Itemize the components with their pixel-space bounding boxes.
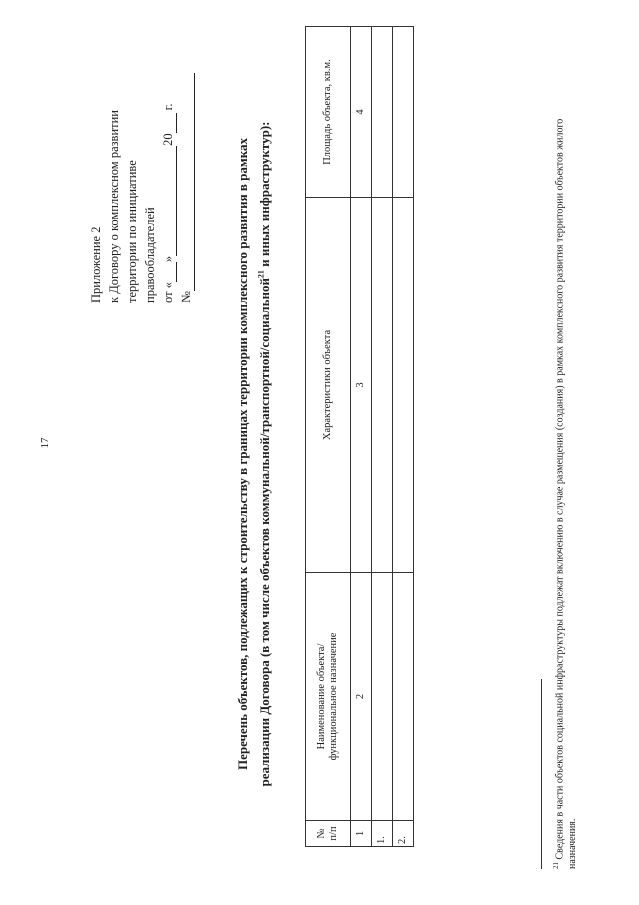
header-characteristics: Характеристики объекта <box>306 198 351 573</box>
cell-name <box>372 573 393 821</box>
objects-table <box>305 26 414 847</box>
column-number: 4 <box>351 27 372 198</box>
title-line-2-tail: и иных инфраструктур): <box>257 121 272 271</box>
table-header-row <box>306 27 351 847</box>
number-prefix: № <box>179 291 193 303</box>
date-year-blank <box>162 113 177 133</box>
header-area: Площадь объекта, кв.м. <box>306 27 351 198</box>
column-number: 3 <box>351 198 372 573</box>
title-line-2-text: реализации Договора (в том числе объектов коммунальной/транспортной/социальной <box>257 278 272 787</box>
date-mid: » <box>161 255 175 263</box>
date-prefix: от « <box>161 282 175 303</box>
footnote-reference: 21 <box>256 270 266 279</box>
document-title <box>232 39 276 869</box>
page-number: 17 <box>39 437 51 449</box>
appendix-line: к Договору о комплексном развитии <box>107 110 121 303</box>
date-day-blank <box>162 262 177 282</box>
footnote <box>550 69 579 869</box>
title-line-2 <box>254 39 276 869</box>
date-year: 20 <box>161 133 175 146</box>
footnote-number: 21 <box>552 862 560 869</box>
column-number: 2 <box>351 573 372 821</box>
header-name: Наименование объекта/ функциональное назначение <box>306 573 351 821</box>
date-suffix: г. <box>161 103 175 111</box>
cell-area <box>393 27 414 198</box>
title-line-1: Перечень объектов, подлежащих к строительству в границах территории комплексного развития в рамках <box>235 137 250 771</box>
appendix-title: Приложение 2 <box>89 226 103 303</box>
appendix-date-line <box>159 53 177 303</box>
cell-characteristics <box>372 198 393 573</box>
header-number: № п/п <box>306 821 351 847</box>
table-row <box>393 27 414 847</box>
table-row <box>372 27 393 847</box>
row-number: 2. <box>393 821 414 847</box>
footnote-text: Сведения в части объектов социальной инфраструктуры подлежат включению в случае размещения (создания) в рамках комплексного развития территории объектов жилого назначения. <box>554 118 579 869</box>
cell-name <box>393 573 414 821</box>
appendix-line: правообладателей <box>143 207 157 303</box>
appendix-block <box>87 53 195 303</box>
appendix-number-line <box>177 53 195 303</box>
row-number: 1. <box>372 821 393 847</box>
cell-area <box>372 27 393 198</box>
column-number: 1 <box>351 821 372 847</box>
date-month-blank <box>162 146 177 256</box>
cell-characteristics <box>393 198 414 573</box>
appendix-line: территории по инициативе <box>125 160 139 303</box>
column-number-row <box>351 27 372 847</box>
number-blank <box>180 73 195 291</box>
footnote-divider <box>541 679 542 869</box>
